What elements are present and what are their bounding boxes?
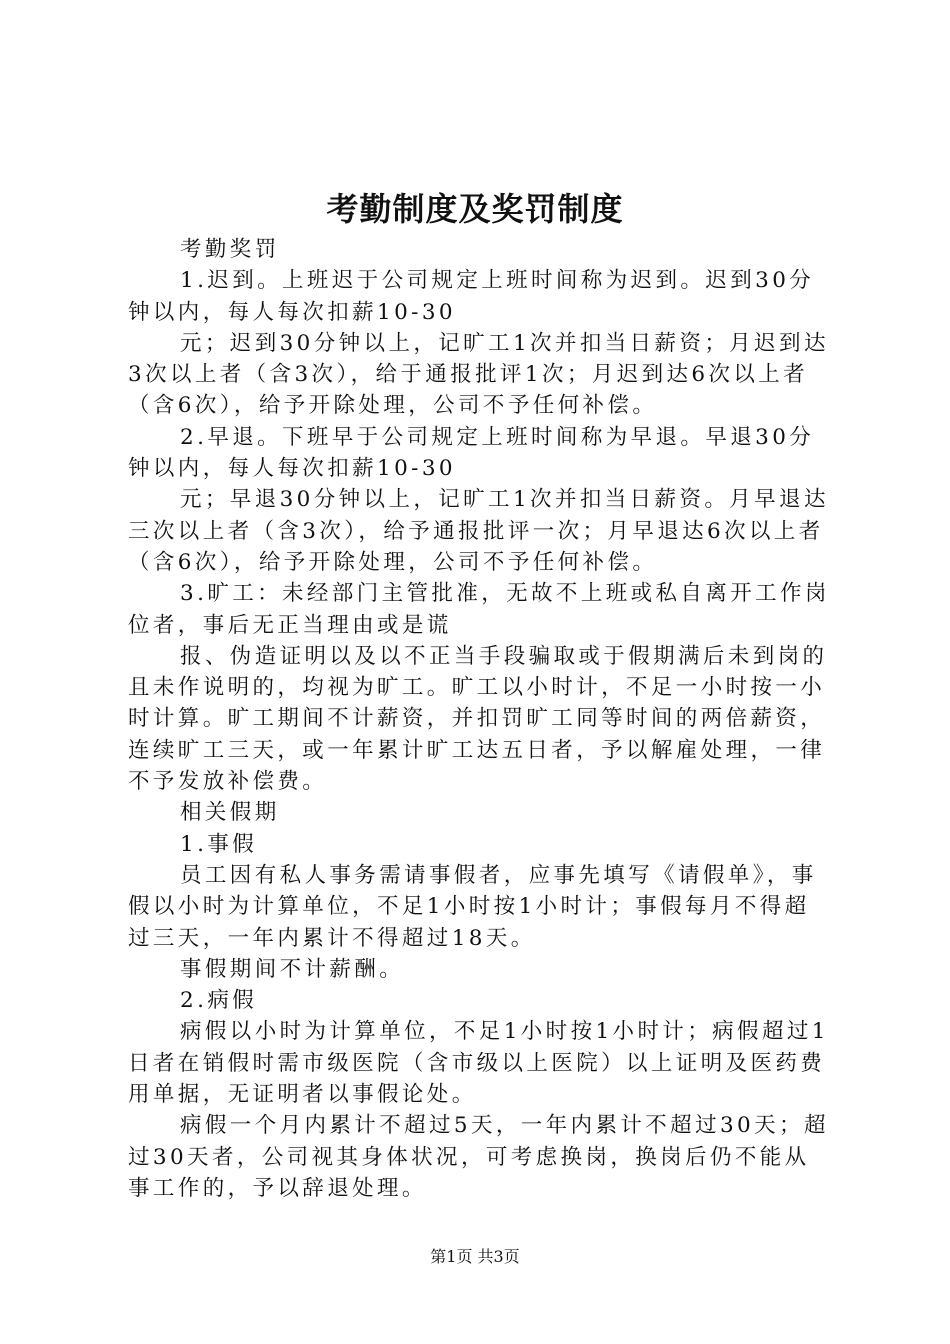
paragraph: 病假一个月内累计不超过5天，一年内累计不超过30天；超过30天者，公司视其身体状况，可考虑换岗，换岗后仍不能从事工作的，予以辞退处理。 [128,1113,829,1201]
subsection-heading: 1.事假 [180,831,258,857]
document-body [128,234,834,1204]
page-footer: 第1页 共3页 [430,1247,520,1266]
paragraph: 事假期间不计薪酬。 [180,956,405,982]
section-heading: 相关假期 [180,800,280,826]
paragraph: 3.旷工：未经部门主管批准，无故不上班或私自离开工作岗位者，事后无正当理由或是谎 [128,581,830,638]
paragraph: 1.迟到。上班迟于公司规定上班时间称为迟到。迟到30分钟以内，每人每次扣薪10-30 [128,268,815,325]
paragraph: 2.早退。下班早于公司规定上班时间称为早退。早退30分钟以内，每人每次扣薪10-30 [128,424,815,482]
section-heading: 考勤奖罚 [180,237,280,262]
subsection-heading: 2.病假 [180,988,258,1014]
paragraph: 病假以小时为计算单位，不足1小时按1小时计；病假超过1日者在销假时需市级医院（含市级以上医院）以上证明及医药费用单据，无证明者以事假论处。 [128,1019,829,1108]
paragraph: 元；迟到30分钟以上，记旷工1次并扣当日薪资；月迟到达3次以上者（含3次），给于通报批评1次；月迟到达6次以上者（含6次），给予开除处理，公司不予任何补偿。 [128,330,829,419]
document-title: 考勤制度及奖罚制度 [326,190,624,228]
paragraph: 员工因有私人事务需请事假者，应事先填写《请假单》，事假以小时为计算单位，不足1小时按1小时计；事假每月不得超过三天，一年内累计不得超过18天。 [128,862,817,951]
paragraph: 报、伪造证明以及以不正当手段骗取或于假期满后未到岗的且未作说明的，均视为旷工。旷工以小时计，不足一小时按一小时计算。旷工期间不计薪资，并扣罚旷工同等时间的两倍薪资，连续旷工三天，或一年累计旷工达五日者，予以解雇处理，一律不予发放补偿费。 [128,643,828,795]
paragraph: 元；早退30分钟以上，记旷工1次并扣当日薪资。月早退达三次以上者（含3次），给予通报批评一次；月早退达6次以上者（含6次），给予开除处理，公司不予任何补偿。 [128,487,829,575]
